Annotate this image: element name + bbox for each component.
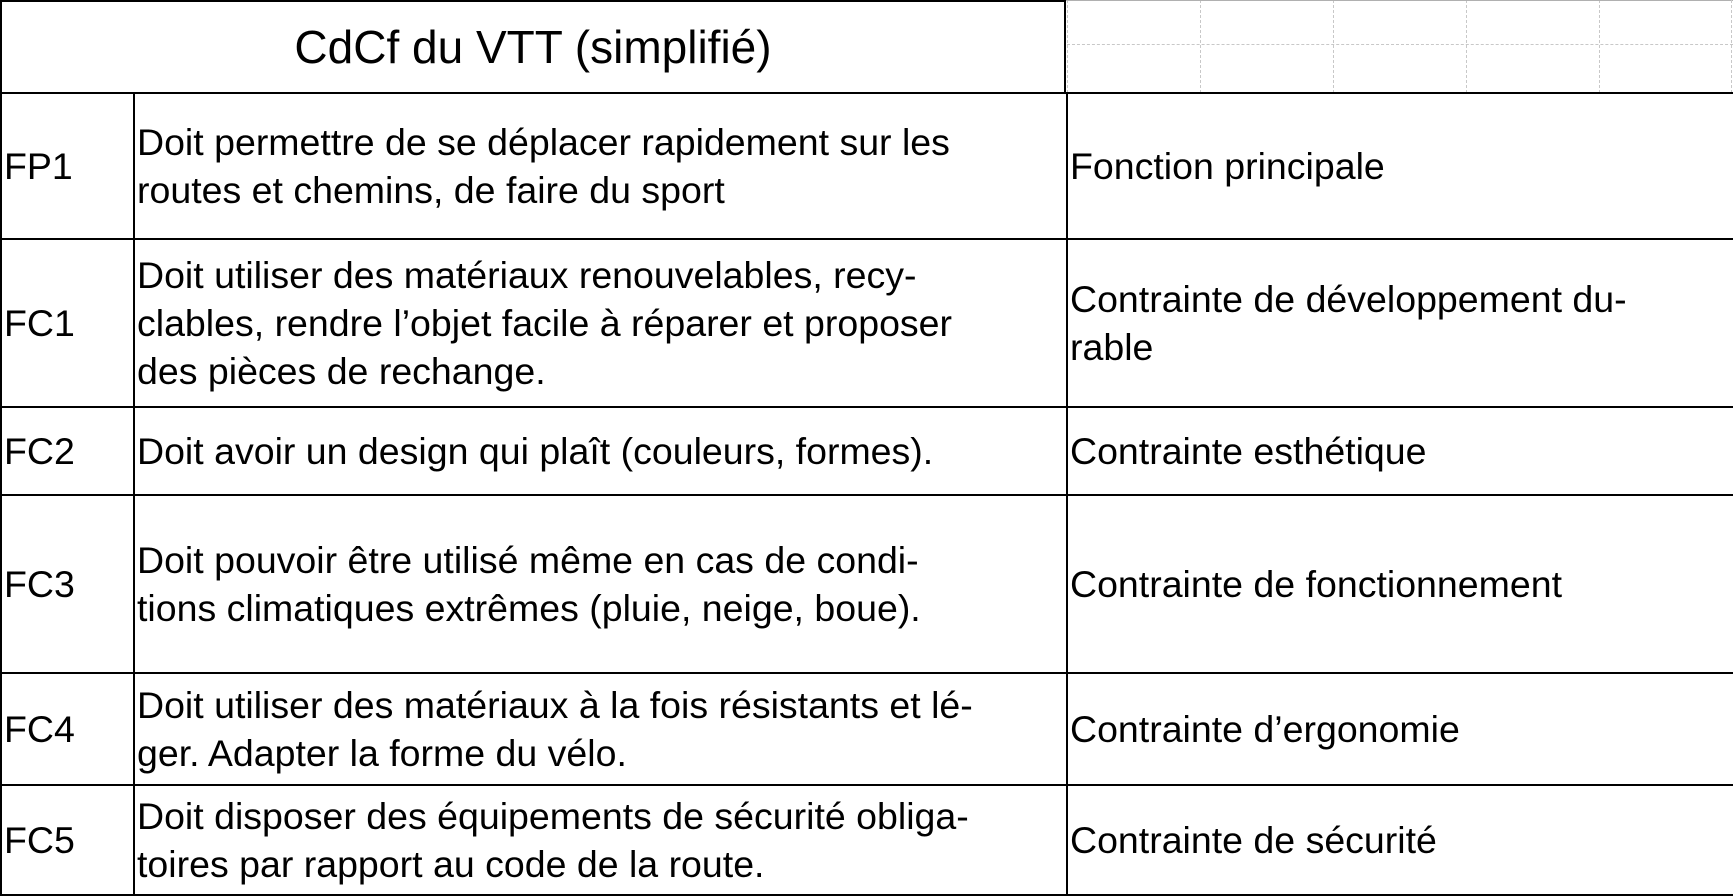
table-row [1, 93, 1733, 239]
table-row [1, 785, 1733, 895]
category-cell[interactable] [1067, 495, 1733, 673]
function-code-cell[interactable]: FP1 [1, 93, 134, 239]
table-row [1, 239, 1733, 407]
function-code-cell[interactable]: FC4 [1, 673, 134, 785]
category-cell[interactable] [1067, 673, 1733, 785]
table-row [1, 407, 1733, 495]
requirements-table [0, 92, 1733, 896]
category-cell-line: Fonction principale [1070, 145, 1385, 187]
description-cell-line: toires par rapport au code de la route. [137, 843, 765, 885]
category-cell[interactable] [1067, 93, 1733, 239]
function-code-cell[interactable]: FC2 [1, 407, 134, 495]
gridline [1066, 0, 1733, 1]
category-cell-line: Contrainte d’ergonomie [1070, 708, 1460, 750]
gridline [1731, 0, 1732, 93]
description-cell-line: Doit utiliser des matériaux à la fois résistants et lé- [137, 684, 973, 726]
category-cell-line: Contrainte de fonctionnement [1070, 563, 1562, 605]
description-cell-line: ger. Adapter la forme du vélo. [137, 732, 627, 774]
description-cell-line: Doit disposer des équipements de sécurité obliga- [137, 795, 969, 837]
gridline [1599, 0, 1600, 93]
gridline [1466, 0, 1467, 93]
description-cell[interactable] [134, 785, 1067, 895]
description-cell-line: clables, rendre l’objet facile à réparer et proposer [137, 302, 953, 344]
table-row [1, 495, 1733, 673]
description-cell[interactable] [134, 495, 1067, 673]
gridline [1067, 44, 1733, 45]
description-cell-line: des pièces de rechange. [137, 350, 546, 392]
description-cell-line: tions climatiques extrêmes (pluie, neige, boue). [137, 587, 921, 629]
description-cell[interactable] [134, 239, 1067, 407]
description-cell-line: Doit utiliser des matériaux renouvelables, recy- [137, 254, 917, 296]
category-cell-line: Contrainte de développement du- [1070, 278, 1627, 320]
description-cell[interactable] [134, 407, 1067, 495]
function-code-cell[interactable]: FC3 [1, 495, 134, 673]
category-cell[interactable] [1067, 785, 1733, 895]
empty-grid-area [1067, 0, 1733, 93]
category-cell[interactable] [1067, 407, 1733, 495]
document-title[interactable]: CdCf du VTT (simplifié) [0, 0, 1066, 92]
category-cell-line: rable [1070, 326, 1154, 368]
description-cell-line: Doit avoir un design qui plaît (couleurs, formes). [137, 430, 934, 472]
gridline [1067, 0, 1068, 93]
description-cell-line: Doit permettre de se déplacer rapidement sur les [137, 121, 950, 163]
description-cell-line: Doit pouvoir être utilisé même en cas de condi- [137, 539, 919, 581]
function-code-cell[interactable]: FC1 [1, 239, 134, 407]
gridline [1333, 0, 1334, 93]
description-cell[interactable] [134, 93, 1067, 239]
table-row [1, 673, 1733, 785]
category-cell[interactable] [1067, 239, 1733, 407]
function-code-cell[interactable]: FC5 [1, 785, 134, 895]
gridline [1200, 0, 1201, 93]
description-cell-line: routes et chemins, de faire du sport [137, 169, 725, 211]
category-cell-line: Contrainte esthétique [1070, 430, 1427, 472]
category-cell-line: Contrainte de sécurité [1070, 819, 1437, 861]
description-cell[interactable] [134, 673, 1067, 785]
